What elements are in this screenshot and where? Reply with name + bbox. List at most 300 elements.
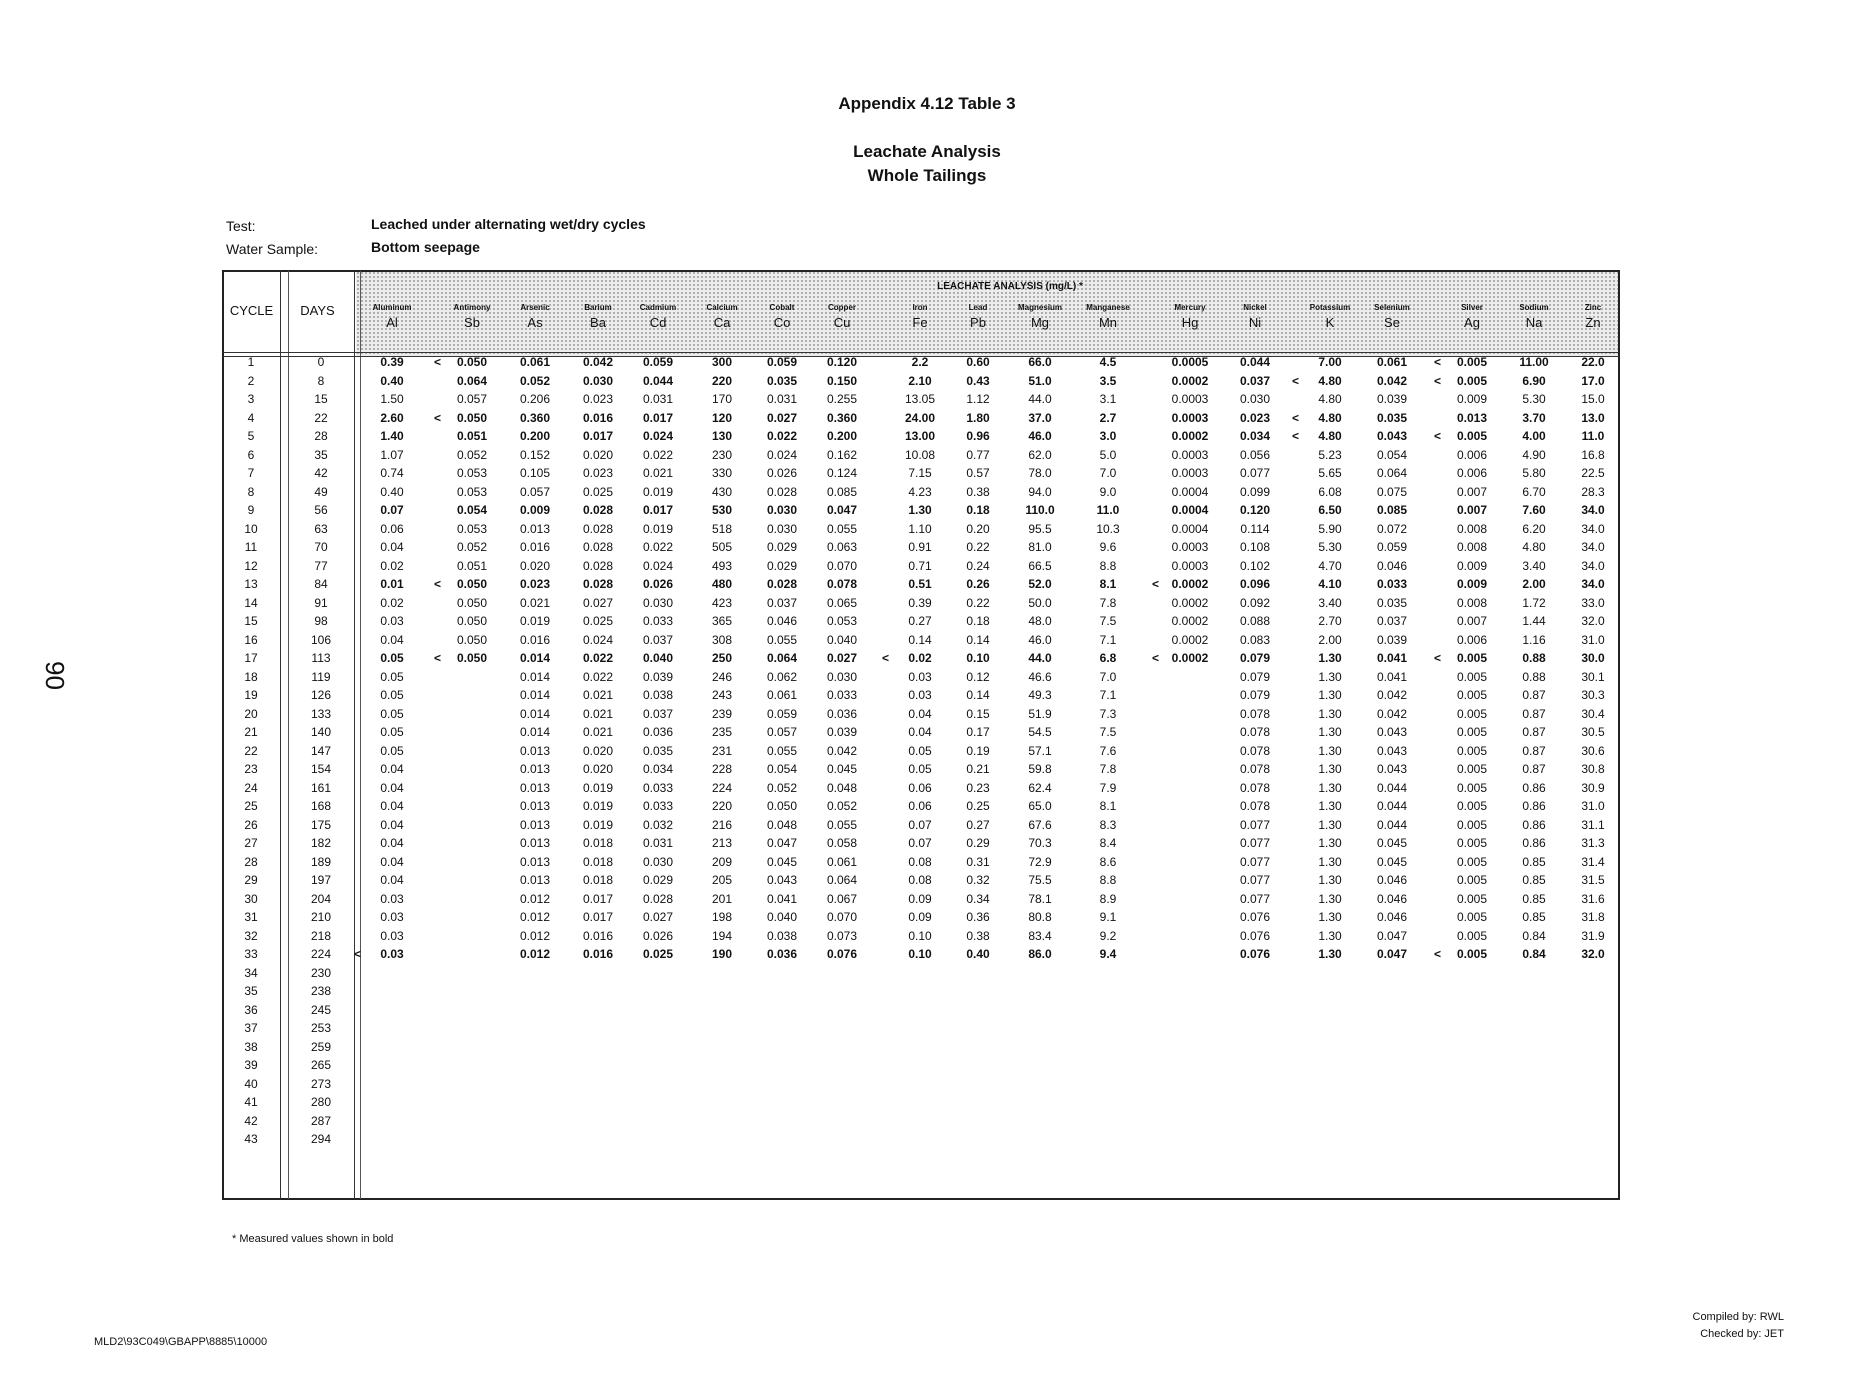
days-cell: 42: [314, 466, 328, 480]
value-cell: 0.059: [642, 355, 674, 369]
value-cell: 0.85: [1522, 854, 1546, 869]
value-cell: 0.27: [966, 817, 990, 832]
cycle-cell: 39: [244, 1058, 258, 1072]
element-name: Barium: [584, 303, 612, 312]
value-cell: 0.057: [456, 392, 488, 406]
value-cell: 30.1: [1581, 669, 1605, 684]
days-cell: 140: [310, 725, 332, 739]
cycle-cell: 34: [244, 965, 258, 980]
value-cell: 0.037: [642, 632, 674, 647]
value-cell: 0.026: [642, 928, 674, 943]
value-cell: 0.14: [908, 632, 932, 647]
value-cell: 0.078: [1239, 780, 1271, 795]
value-cell: 209: [711, 854, 733, 869]
element-name: Aluminum: [372, 303, 412, 312]
days-cell: 8: [317, 373, 325, 388]
value-cell: 2.2: [911, 355, 929, 369]
value-cell: 0.076: [826, 947, 858, 961]
days-cell: 63: [314, 521, 328, 536]
column-divider: [354, 271, 355, 1199]
value-cell: 0.052: [456, 540, 488, 554]
value-cell: 11.0: [1581, 429, 1605, 443]
value-cell: 0.005: [1456, 817, 1488, 832]
value-cell: 0.005: [1456, 947, 1488, 961]
value-cell: 0.0004: [1171, 521, 1209, 536]
value-cell: 0.0002: [1171, 429, 1209, 443]
days-cell: 77: [314, 558, 328, 573]
value-cell: 480: [711, 577, 733, 591]
value-cell: 5.65: [1318, 466, 1342, 480]
value-cell: 0.024: [642, 558, 674, 573]
value-cell: 30.6: [1581, 743, 1605, 758]
value-cell: 0.14: [966, 688, 990, 702]
value-cell: 67.6: [1028, 817, 1052, 832]
value-cell: 0.044: [1239, 355, 1271, 369]
value-cell: 0.05: [380, 651, 404, 665]
value-cell: 228: [711, 762, 733, 776]
value-cell: 46.0: [1028, 632, 1052, 647]
value-cell: 6.90: [1522, 373, 1546, 388]
value-cell: 0.87: [1522, 688, 1546, 702]
value-cell: 0.05: [908, 743, 932, 758]
value-cell: 0.014: [519, 688, 551, 702]
value-cell: 0.033: [642, 780, 674, 795]
value-cell: 365: [711, 614, 733, 628]
value-cell: 0.077: [1239, 817, 1271, 832]
value-cell: 2.60: [380, 410, 404, 425]
page-number: 90: [39, 661, 70, 690]
checked-by: Checked by: JET: [1700, 1328, 1784, 1340]
element-name: Arsenic: [520, 303, 550, 312]
value-cell: 0.022: [582, 669, 614, 684]
value-cell: 0.108: [1239, 540, 1271, 554]
element-header: [944, 303, 1012, 330]
value-cell: 0.038: [642, 688, 674, 702]
value-cell: 235: [711, 725, 733, 739]
value-cell: 0.02: [908, 651, 932, 665]
value-cell: 32.0: [1581, 614, 1605, 628]
value-cell: 1.30: [1318, 799, 1342, 813]
value-cell: 1.30: [1318, 669, 1342, 684]
value-cell: 0.04: [908, 725, 932, 739]
value-cell: 78.0: [1028, 466, 1052, 480]
days-cell: 49: [314, 484, 328, 499]
value-cell: 530: [711, 503, 733, 517]
value-cell: 7.9: [1099, 780, 1117, 795]
value-cell: 0.04: [380, 854, 404, 869]
value-cell: 198: [711, 910, 733, 924]
value-cell: 0.039: [826, 725, 858, 739]
value-cell: 239: [711, 706, 733, 721]
value-cell: 250: [711, 651, 733, 665]
value-cell: 0.063: [826, 540, 858, 554]
column-divider: [288, 271, 289, 1199]
value-cell: 0.009: [519, 503, 551, 517]
value-cell: 0.39: [908, 595, 932, 610]
value-cell: 24.00: [904, 410, 936, 425]
value-cell: 0.020: [519, 558, 551, 573]
value-cell: 0.048: [766, 817, 798, 832]
cycle-cell: 36: [244, 1002, 258, 1017]
value-cell: 1.30: [1318, 651, 1342, 665]
value-cell: 0.51: [908, 577, 932, 591]
value-cell: 0.044: [1376, 817, 1408, 832]
value-cell: 0.60: [966, 355, 990, 369]
element-symbol: Cu: [833, 315, 851, 330]
days-cell: 56: [314, 503, 328, 517]
value-cell: 7.00: [1318, 355, 1342, 369]
value-cell: 0.05: [908, 762, 932, 776]
value-cell: 17.0: [1581, 373, 1605, 388]
value-cell: 31.4: [1581, 854, 1605, 869]
value-cell: 0.072: [1376, 521, 1408, 536]
value-cell: 0.013: [519, 780, 551, 795]
value-cell: 0.043: [1376, 762, 1408, 776]
value-cell: 0.030: [642, 595, 674, 610]
value-cell: 0.032: [642, 817, 674, 832]
value-cell: 0.009: [1456, 558, 1488, 573]
value-cell: 0.24: [966, 558, 990, 573]
value-cell: 0.87: [1522, 725, 1546, 739]
value-cell: 1.30: [1318, 910, 1342, 924]
value-cell: 2.00: [1522, 577, 1546, 591]
value-cell: 0.059: [766, 706, 798, 721]
value-cell: 0.052: [766, 780, 798, 795]
value-cell: 0.005: [1456, 873, 1488, 887]
value-cell: 0.029: [766, 540, 798, 554]
days-cell: 133: [310, 706, 332, 721]
cycle-cell: 28: [244, 854, 258, 869]
value-cell: 0.0002: [1171, 614, 1209, 628]
value-cell: 0.055: [766, 743, 798, 758]
compiled-by: Compiled by: RWL: [1692, 1311, 1784, 1323]
value-cell: 0.076: [1239, 910, 1271, 924]
value-cell: 0.03: [380, 910, 404, 924]
cycle-cell: 41: [244, 1095, 258, 1109]
value-cell: 0.029: [642, 873, 674, 887]
value-cell: 0.120: [1239, 503, 1271, 517]
value-cell: 8.8: [1099, 873, 1117, 887]
cycle-cell: 18: [244, 669, 258, 684]
value-cell: 0.067: [826, 891, 858, 906]
value-cell: 0.91: [908, 540, 932, 554]
days-cell: 126: [310, 688, 332, 702]
cycle-cell: 29: [244, 873, 258, 887]
value-cell: 0.046: [766, 614, 798, 628]
value-cell: 5.30: [1522, 392, 1546, 406]
element-header: [1559, 303, 1627, 330]
cycle-cell: 1: [247, 355, 255, 369]
value-cell: 194: [711, 928, 733, 943]
value-cell: 0.87: [1522, 743, 1546, 758]
value-cell: 423: [711, 595, 733, 610]
value-cell: 0.026: [642, 577, 674, 591]
value-cell: 4.00: [1522, 429, 1546, 443]
cycle-cell: 42: [244, 1113, 258, 1128]
value-cell: 0.061: [766, 688, 798, 702]
cycle-cell: 24: [244, 780, 258, 795]
value-cell: 0.053: [456, 484, 488, 499]
value-cell: 0.064: [1376, 466, 1408, 480]
value-cell: 220: [711, 799, 733, 813]
less-than-mark: <: [1292, 410, 1300, 425]
value-cell: 0.03: [380, 947, 404, 961]
value-cell: 0.061: [826, 854, 858, 869]
value-cell: 81.0: [1028, 540, 1052, 554]
value-cell: 0.027: [582, 595, 614, 610]
value-cell: 0.077: [1239, 891, 1271, 906]
value-cell: 6.8: [1099, 651, 1117, 665]
value-cell: 0.04: [380, 836, 404, 850]
value-cell: 59.8: [1028, 762, 1052, 776]
value-cell: 0.0002: [1171, 632, 1209, 647]
value-cell: 0.25: [966, 799, 990, 813]
value-cell: 205: [711, 873, 733, 887]
value-cell: 0.05: [380, 743, 404, 758]
value-cell: 0.053: [826, 614, 858, 628]
value-cell: 0.02: [380, 595, 404, 610]
value-cell: 0.07: [380, 503, 404, 517]
days-cell: 238: [310, 984, 332, 998]
value-cell: 0.0003: [1171, 466, 1209, 480]
days-header: DAYS: [300, 303, 335, 318]
element-symbol: Hg: [1181, 315, 1199, 330]
cycle-cell: 21: [244, 725, 258, 739]
element-symbol: As: [527, 315, 543, 330]
value-cell: 0.045: [1376, 854, 1408, 869]
value-cell: 0.092: [1239, 595, 1271, 610]
value-cell: 0.012: [519, 891, 551, 906]
days-cell: 230: [310, 965, 332, 980]
value-cell: 0.022: [642, 540, 674, 554]
element-symbol: Se: [1384, 315, 1400, 330]
value-cell: 8.8: [1099, 558, 1117, 573]
value-cell: 0.030: [582, 373, 614, 388]
value-cell: 0.016: [519, 632, 551, 647]
less-than-mark: <: [434, 410, 442, 425]
element-header: [624, 303, 692, 330]
value-cell: 0.039: [1376, 392, 1408, 406]
value-cell: 170: [711, 392, 733, 406]
value-cell: 0.065: [826, 595, 858, 610]
value-cell: 4.23: [908, 484, 932, 499]
value-cell: 0.74: [380, 466, 404, 480]
value-cell: 1.10: [908, 521, 932, 536]
value-cell: 0.022: [766, 429, 798, 443]
value-cell: 0.055: [826, 817, 858, 832]
element-symbol: Ba: [590, 315, 606, 330]
value-cell: 0.20: [966, 521, 990, 536]
value-cell: 0.200: [826, 429, 858, 443]
value-cell: 0.033: [1376, 577, 1408, 591]
value-cell: 0.32: [966, 873, 990, 887]
value-cell: 0.028: [582, 577, 614, 591]
value-cell: 4.70: [1318, 558, 1342, 573]
value-cell: 3.0: [1099, 429, 1117, 443]
value-cell: 0.050: [456, 651, 488, 665]
value-cell: 0.005: [1456, 799, 1488, 813]
value-cell: 1.30: [1318, 947, 1342, 961]
element-symbol: Cd: [649, 315, 667, 330]
cycle-cell: 26: [244, 817, 258, 832]
days-cell: 204: [310, 891, 332, 906]
value-cell: 0.10: [908, 947, 932, 961]
value-cell: 0.088: [1239, 614, 1271, 628]
less-than-mark: <: [354, 947, 362, 961]
test-value: Leached under alternating wet/dry cycles: [371, 216, 646, 232]
value-cell: 230: [711, 447, 733, 462]
value-cell: 0.71: [908, 558, 932, 573]
value-cell: 0.38: [966, 484, 990, 499]
element-symbol: Na: [1525, 315, 1543, 330]
value-cell: 0.041: [766, 891, 798, 906]
value-cell: 0.04: [908, 706, 932, 721]
value-cell: 0.028: [582, 503, 614, 517]
element-name: Cobalt: [769, 303, 795, 312]
value-cell: 0.021: [582, 688, 614, 702]
value-cell: 2.7: [1099, 410, 1117, 425]
value-cell: 0.03: [908, 669, 932, 684]
value-cell: 7.3: [1099, 706, 1117, 721]
value-cell: 0.006: [1456, 466, 1488, 480]
page-subtitle-2: Whole Tailings: [867, 166, 987, 185]
less-than-mark: <: [1292, 373, 1300, 388]
value-cell: 0.018: [582, 836, 614, 850]
value-cell: 0.099: [1239, 484, 1271, 499]
value-cell: 0.06: [380, 521, 404, 536]
value-cell: 216: [711, 817, 733, 832]
cycle-cell: 6: [247, 447, 255, 462]
value-cell: 0.077: [1239, 836, 1271, 850]
value-cell: 30.3: [1581, 688, 1605, 702]
value-cell: 0.07: [908, 836, 932, 850]
value-cell: 0.050: [456, 632, 488, 647]
value-cell: 0.028: [766, 484, 798, 499]
element-header: [808, 303, 876, 330]
value-cell: 6.08: [1318, 484, 1342, 499]
cycle-cell: 33: [244, 947, 258, 961]
value-cell: 0.020: [582, 762, 614, 776]
value-cell: 34.0: [1581, 577, 1605, 591]
cycle-cell: 11: [244, 540, 258, 554]
value-cell: 0.007: [1456, 614, 1488, 628]
value-cell: 0.036: [642, 725, 674, 739]
value-cell: 9.6: [1099, 540, 1117, 554]
value-cell: 0.0003: [1171, 392, 1209, 406]
value-cell: 7.8: [1099, 762, 1117, 776]
value-cell: 6.20: [1522, 521, 1546, 536]
value-cell: 0.042: [1376, 373, 1408, 388]
value-cell: 493: [711, 558, 733, 573]
value-cell: 0.040: [642, 651, 674, 665]
value-cell: 49.3: [1028, 688, 1052, 702]
value-cell: 0.04: [380, 632, 404, 647]
value-cell: 3.5: [1099, 373, 1117, 388]
value-cell: 6.70: [1522, 484, 1546, 499]
value-cell: 0.023: [519, 577, 551, 591]
value-cell: 0.03: [380, 891, 404, 906]
value-cell: 0.085: [826, 484, 858, 499]
value-cell: 0.29: [966, 836, 990, 850]
value-cell: 0.050: [456, 410, 488, 425]
value-cell: 4.10: [1318, 577, 1342, 591]
element-name: Silver: [1461, 303, 1483, 312]
element-header: [564, 303, 632, 330]
value-cell: 62.0: [1028, 447, 1052, 462]
value-cell: 0.028: [766, 577, 798, 591]
value-cell: 0.12: [966, 669, 990, 684]
value-cell: 0.005: [1456, 355, 1488, 369]
days-cell: 35: [314, 447, 328, 462]
cycle-cell: 38: [244, 1039, 258, 1054]
cycle-cell: 12: [244, 558, 258, 573]
value-cell: 0.038: [766, 928, 798, 943]
value-cell: 0.052: [826, 799, 858, 813]
value-cell: 0.05: [380, 706, 404, 721]
value-cell: 0.023: [582, 466, 614, 480]
value-cell: 52.0: [1028, 577, 1052, 591]
value-cell: 0.04: [380, 540, 404, 554]
cycle-cell: 23: [244, 762, 258, 776]
value-cell: 0.062: [766, 669, 798, 684]
value-cell: 0.061: [1376, 355, 1408, 369]
element-header: [438, 303, 506, 330]
value-cell: 0.88: [1522, 669, 1546, 684]
days-cell: 0: [317, 355, 325, 369]
value-cell: 0.085: [1376, 503, 1408, 517]
value-cell: 0.84: [1522, 947, 1546, 961]
value-cell: 0.013: [519, 873, 551, 887]
cycle-cell: 7: [247, 466, 255, 480]
value-cell: 0.019: [582, 817, 614, 832]
days-cell: 84: [314, 577, 328, 591]
value-cell: 30.0: [1581, 651, 1605, 665]
element-name: Lead: [968, 303, 988, 312]
footnote: * Measured values shown in bold: [232, 1233, 394, 1245]
value-cell: 0.15: [966, 706, 990, 721]
value-cell: 0.017: [642, 410, 674, 425]
value-cell: 0.014: [519, 669, 551, 684]
value-cell: 0.064: [456, 373, 488, 388]
header-divider: [223, 352, 1619, 353]
value-cell: 0.035: [642, 743, 674, 758]
value-cell: 518: [711, 521, 733, 536]
value-cell: 9.0: [1099, 484, 1117, 499]
value-cell: 0.77: [966, 447, 990, 462]
page-title: Appendix 4.12 Table 3: [838, 94, 1016, 113]
value-cell: 0.017: [582, 910, 614, 924]
value-cell: 0.018: [582, 854, 614, 869]
days-cell: 197: [310, 873, 332, 887]
value-cell: 15.0: [1581, 392, 1605, 406]
element-name: Potassium: [1309, 303, 1351, 312]
value-cell: 65.0: [1028, 799, 1052, 813]
element-name: Manganese: [1086, 303, 1130, 312]
value-cell: 0.045: [1376, 836, 1408, 850]
value-cell: 4.80: [1318, 429, 1342, 443]
value-cell: 0.070: [826, 558, 858, 573]
value-cell: 13.0: [1581, 410, 1605, 425]
value-cell: 31.1: [1581, 817, 1605, 832]
element-header: [1438, 303, 1506, 330]
value-cell: 0.030: [766, 503, 798, 517]
value-cell: 0.009: [1456, 577, 1488, 591]
value-cell: 10.08: [904, 447, 936, 462]
value-cell: 330: [711, 466, 733, 480]
value-cell: 0.38: [966, 928, 990, 943]
value-cell: 0.064: [826, 873, 858, 887]
value-cell: 0.84: [1522, 928, 1546, 943]
